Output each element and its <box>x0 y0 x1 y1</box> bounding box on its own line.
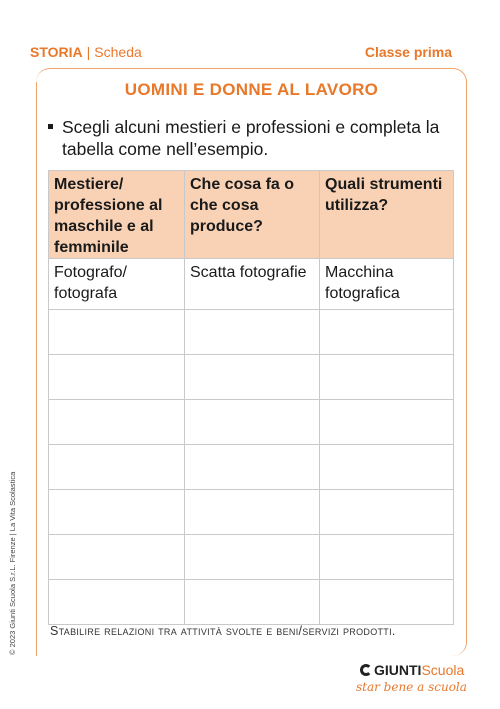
publisher-logo <box>360 662 464 678</box>
blank-cell[interactable] <box>49 310 185 355</box>
subject-label <box>30 44 142 60</box>
blank-cell[interactable] <box>49 535 185 580</box>
brand-suffix: Scuola <box>421 662 465 678</box>
table-row <box>49 355 454 400</box>
brand-name: GIUNTI <box>374 662 422 678</box>
blank-cell[interactable] <box>49 445 185 490</box>
blank-cell[interactable] <box>185 310 320 355</box>
table-header-row <box>49 171 454 259</box>
instruction <box>48 116 448 160</box>
blank-cell[interactable] <box>320 355 454 400</box>
blank-cell[interactable] <box>185 490 320 535</box>
example-what: Scatta fotografie <box>185 259 320 310</box>
empty-rows <box>49 310 454 625</box>
learning-objective: Stabilire relazioni tra attività svolte e beni/servizi prodotti. <box>50 624 396 638</box>
brand-tagline: star bene a scuola <box>356 680 467 694</box>
table-row <box>49 400 454 445</box>
grade-label: Classe prima <box>364 44 452 60</box>
header-job: Mestiere/ professione al maschile e al femminile <box>49 171 185 259</box>
example-job: Fotografo/ fotografa <box>49 259 185 310</box>
blank-cell[interactable] <box>49 490 185 535</box>
example-tools: Macchina fotografica <box>320 259 454 310</box>
blank-cell[interactable] <box>320 445 454 490</box>
blank-cell[interactable] <box>49 355 185 400</box>
giunti-g-logo-icon <box>360 664 372 676</box>
blank-cell[interactable] <box>320 490 454 535</box>
blank-cell[interactable] <box>320 400 454 445</box>
page-header <box>30 44 452 62</box>
copyright-notice: © 2023 Giunti Scuola S.r.L. Firenze | La Vita Scolastica <box>8 471 17 655</box>
header-separator: | <box>86 44 91 60</box>
blank-cell[interactable] <box>49 400 185 445</box>
table-row-example <box>49 259 454 310</box>
blank-cell[interactable] <box>320 310 454 355</box>
table-row <box>49 490 454 535</box>
instruction-text: Scegli alcuni mestieri e professioni e completa la tabella come nell’esempio. <box>62 117 440 159</box>
blank-cell[interactable] <box>185 535 320 580</box>
worksheet-title: UOMINI E DONNE AL LAVORO <box>124 80 379 99</box>
blank-cell[interactable] <box>320 580 454 625</box>
table-row <box>49 445 454 490</box>
blank-cell[interactable] <box>185 445 320 490</box>
header-tools: Quali strumenti utilizza? <box>320 171 454 259</box>
sheet-type: Scheda <box>94 44 142 60</box>
blank-cell[interactable] <box>185 355 320 400</box>
subject: STORIA <box>30 44 83 60</box>
table-row <box>49 535 454 580</box>
worksheet-frame-left-edge <box>36 82 37 656</box>
table-row <box>49 310 454 355</box>
blank-cell[interactable] <box>49 580 185 625</box>
header-what: Che cosa fa o che cosa produce? <box>185 171 320 259</box>
table-row <box>49 580 454 625</box>
bullet-icon <box>48 124 53 129</box>
blank-cell[interactable] <box>320 535 454 580</box>
jobs-table <box>48 170 454 625</box>
blank-cell[interactable] <box>185 400 320 445</box>
blank-cell[interactable] <box>185 580 320 625</box>
